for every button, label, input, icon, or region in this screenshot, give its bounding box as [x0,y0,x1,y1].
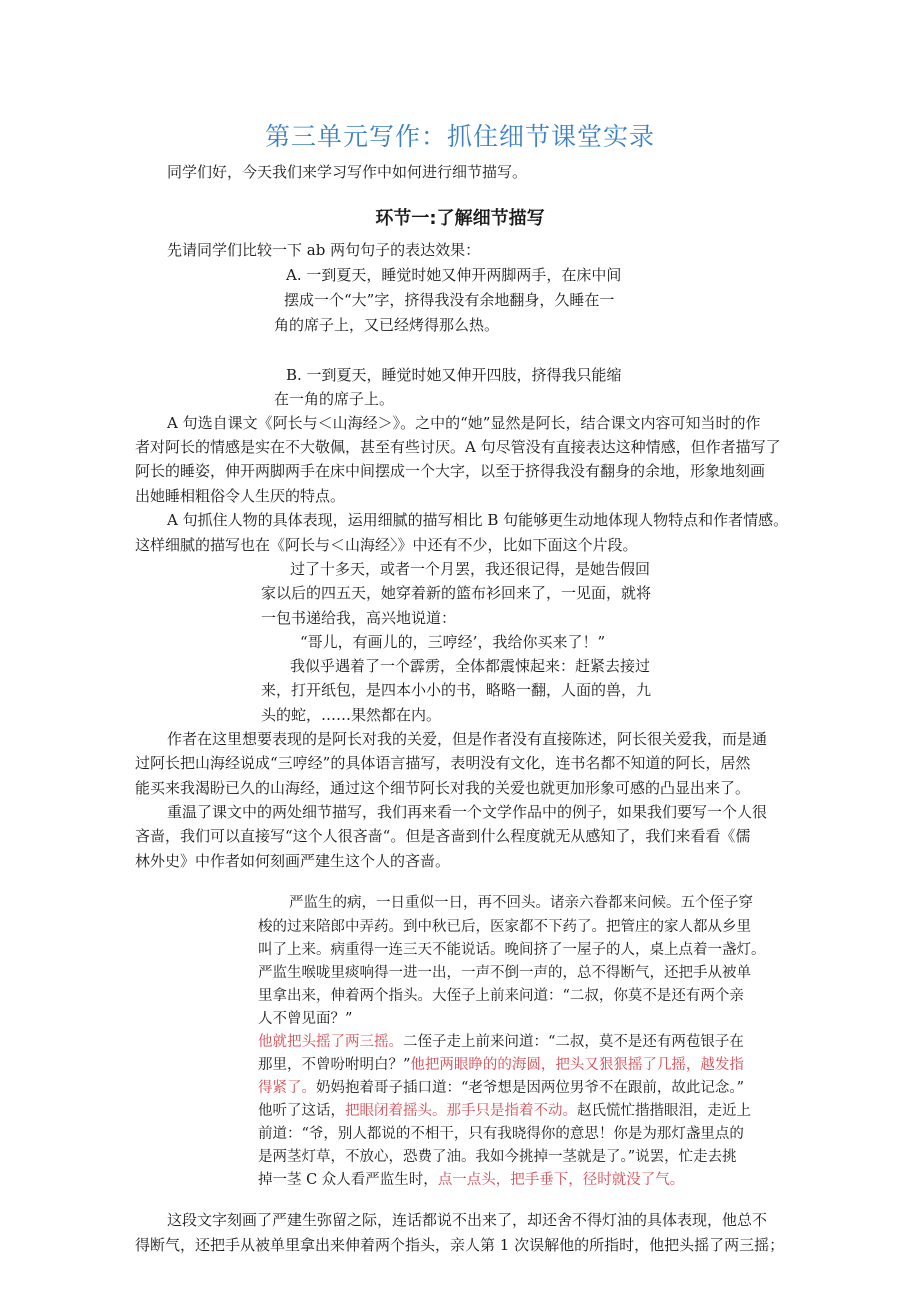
quote-text: 二侄子走上前来问道：“二叔，莫不是还有两苞银子在 [403,1034,744,1050]
quote-line: 前道：“爷，别人都说的不相干，只有我晓得你的意思！你是为那灯盏里点的 [258,1126,744,1142]
sentence-b-line: 在一角的席子上。 [274,390,395,408]
highlight-text: 得紧了。 [258,1080,316,1096]
analysis-line: 这样细腻的描写也在《阿长与＜山海经〉》中还有不少，比如下面这个片段。 [135,536,638,554]
excerpt-line: “哥儿，有画儿的，三哼经’，我给你买来了！” [300,633,606,651]
analysis-line: 阿长的睡姿，伸开两脚两手在床中间摆成一个大字，以至于挤得我没有翻身的余地，形象地刻画 [135,462,766,480]
analysis-line: 吝啬，我们可以直接写“这个人很吝啬“。但是吝啬到什么程度就无从感知了，我们来看看《儒 [135,827,751,845]
analysis-line: 林外史》中作者如何刻画严建生这个人的吝啬。 [135,852,451,870]
analysis-line: 得断气，还把手从被单里拿出来伸着两个指头，亲人第 1 次误解他的所指时，他把头摇了两三摇； [135,1236,785,1254]
analysis-line: A 句抓住人物的具体表现，运用细腻的描写相比 B 句能够更生动地体现人物特点和作者情感。 [167,511,789,529]
sentence-a-line: 摆成一个“大”字，挤得我没有余地翻身，久睡在一 [284,291,615,309]
excerpt-line: 来，打开纸包，是四本小小的书，略略一翻，人面的兽，九 [261,681,652,699]
quote-line: 叫了上来。病重得一连三天不能说话。晚间挤了一屋子的人，桌上点着一盏灯。 [258,942,766,958]
quote-text: 奶妈抱着哥子插口道：“老爷想是因两位男爷不在跟前，故此记念。” [316,1080,745,1096]
excerpt-line: 一包书递给我，高兴地说道： [261,609,457,627]
quote-line: 严监生的病，一日重似一日，再不回头。诸亲六眷都来问候。五个侄子穿 [289,895,753,911]
quote-line [258,1078,744,1098]
intro-paragraph: 同学们好，今天我们来学习写作中如何进行细节描写。 [167,163,528,181]
highlight-text: 点一点头，把手垂下，径时就没了气。 [437,1172,685,1188]
page-title: 第三单元写作：抓住细节课堂实录 [264,122,655,151]
sentence-a-line: 角的席子上，又已经烤得那么热。 [274,316,500,334]
analysis-line: 出她睡相粗俗令人生厌的特点。 [135,487,346,505]
compare-prompt: 先请同学们比较一下 ab 两句句子的表达效果： [167,241,481,259]
quote-line [258,1170,684,1190]
analysis-line: 能买来我渴盼已久的山海经，通过这个细节阿长对我的关爱也就更加形象可感的凸显出来了。 [135,779,751,797]
excerpt-line: 家以后的四五天，她穿着新的篮布衫回来了，一见面，就将 [261,584,652,602]
quote-line [258,1032,744,1052]
excerpt-line: 头的蛇，……果然都在内。 [261,706,442,724]
quote-text: 那里，不曾吩咐明白？” [258,1057,411,1073]
section-heading: 环节一:了解细节描写 [375,208,545,229]
analysis-line: A 句选自课文《阿长与＜山海经＞》。之中的“她”显然是阿长，结合课文内容可知当时的作 [167,414,761,432]
quote-text: 掉一茎 C 众人看严监生时， [258,1172,438,1188]
quote-line: 里拿出来，伸着两个指头。大侄子上前来问道：“二叔，你莫不是还有两个亲 [258,988,744,1004]
quote-text: 赵氏慌忙揩揩眼泪，走近上 [577,1103,751,1119]
sentence-b-line: B. 一到夏天，睡觉时她又伸开四肢，挤得我只能缩 [286,366,622,384]
quote-text: 他听了这话， [258,1103,345,1119]
quote-line: 严监生喉咙里痰响得一进一出，一声不倒一声的，总不得断气，还把手从被单 [258,965,751,981]
analysis-line: 过阿长把山海经说成“三哼经”的具体语言描写，表明没有文化，连书名都不知道的阿长，居然 [135,754,751,772]
quote-line: 人不曾见面？” [258,1011,353,1027]
analysis-line: 重温了课文中的两处细节描写，我们再来看一个文学作品中的例子，如果我们要写一个人很 [167,803,768,821]
sentence-a-line: A. 一到夏天，睡觉时她又伸开两脚两手，在床中间 [286,266,622,284]
excerpt-line: 过了十多天，或者一个月罢，我还很记得，是她告假回 [290,560,651,578]
highlight-text: 他就把头摇了两三摇。 [258,1034,403,1050]
quote-line [258,1101,751,1121]
analysis-line: 这段文字刻画了严建生弥留之际，连话都说不出来了，却还舍不得灯油的具体表现，他总不 [167,1211,768,1229]
highlight-text: 他把两眼睁的的海圆，把头又狠狠摇了几摇，越发指 [410,1057,744,1073]
highlight-text: 把眼闭着摇头。那手只是指着不动。 [345,1103,577,1119]
quote-line: 梭的过来陪郎中弄药。到中秋已后，医家都不下药了。把管庄的家人都从乡里 [258,919,751,935]
analysis-line: 者对阿长的情感是实在不大敬佩，甚至有些讨厌。A 句尽管没有直接表达这种情感，但作者描写了 [135,438,781,456]
analysis-line: 作者在这里想要表现的是阿长对我的关爱，但是作者没有直接陈述，阿长很关爱我，而是通 [167,730,768,748]
quote-line [258,1055,744,1075]
quote-line: 是两茎灯草，不放心，恐费了油。我如今挑掉一茎就是了。”说罢，忙走去挑 [258,1149,737,1165]
excerpt-line: 我似乎遇着了一个霹雳，全体都震悚起来：赶紧去接过 [290,657,651,675]
